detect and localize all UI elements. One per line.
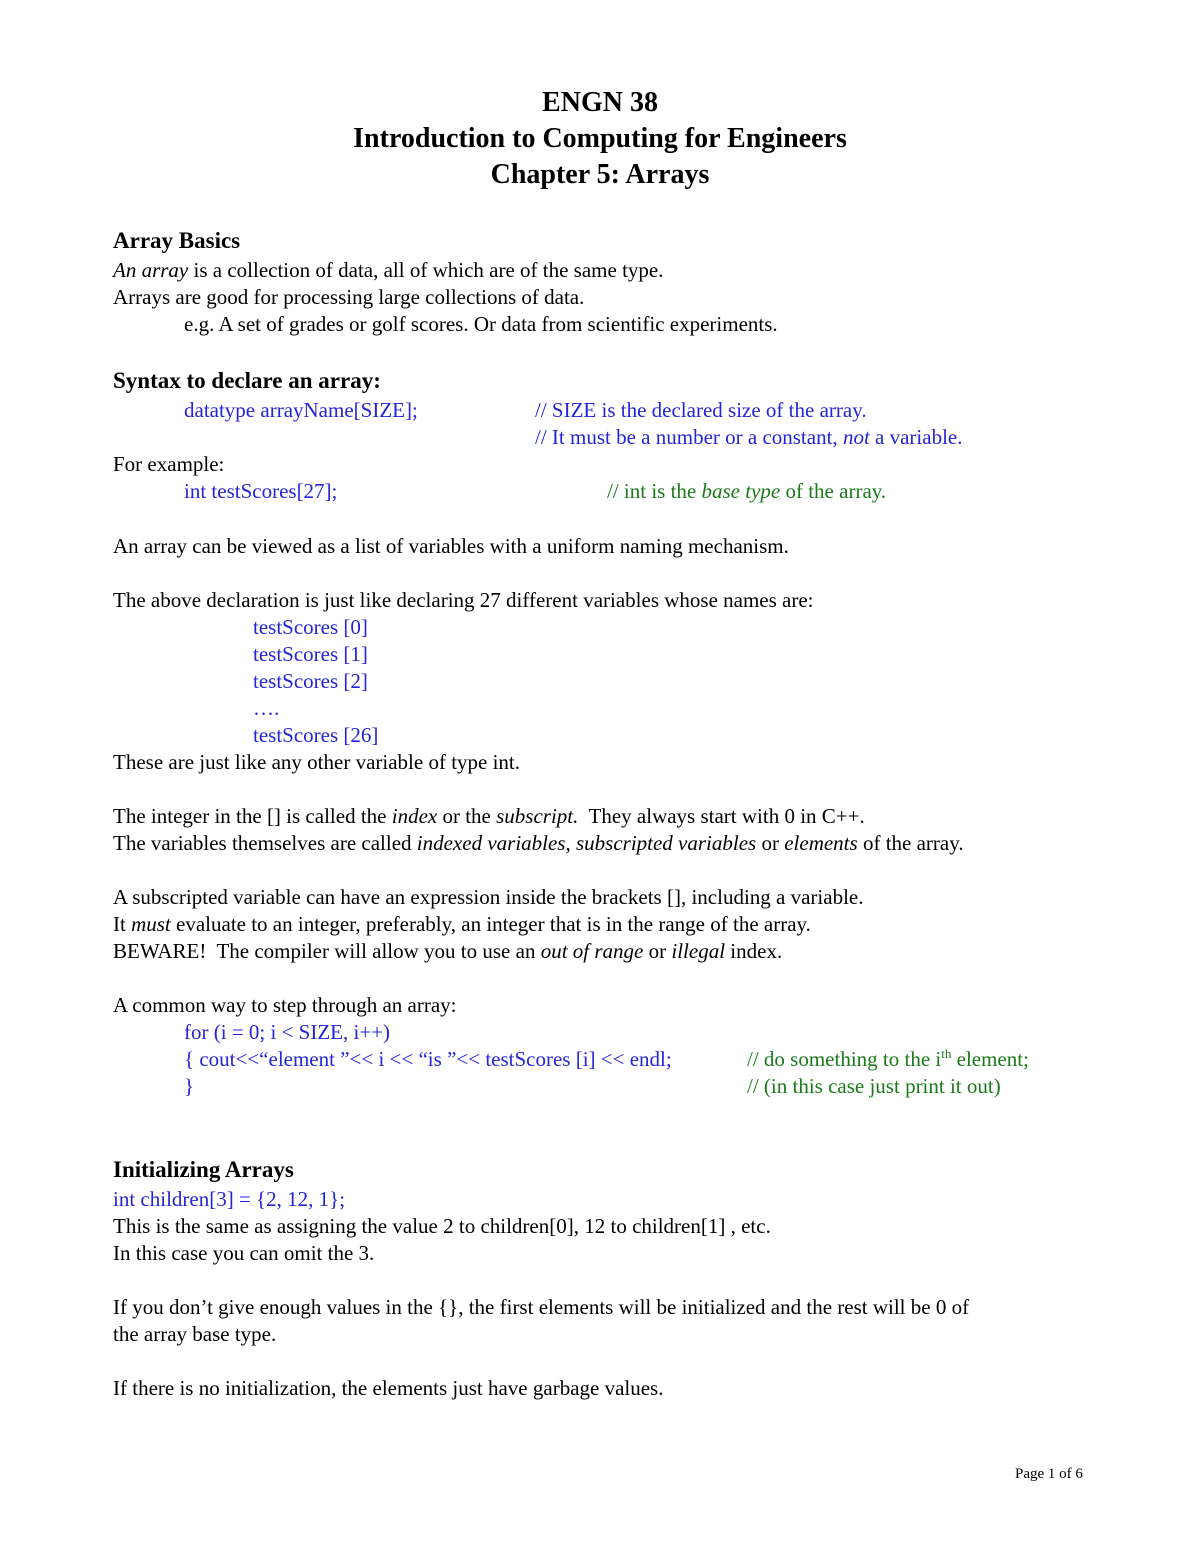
text: a variable. [869,425,963,449]
emphasis: not [842,425,870,449]
paragraph-line: The above declaration is just like declaring 27 different variables whose names are: [113,588,814,612]
emphasis: index [391,804,438,828]
variable-item: testScores [1] [253,642,368,666]
emphasis: subscripted variables [575,831,757,855]
code-loop-header: for (i = 0; i < SIZE, i++) [184,1020,391,1044]
text: The integer in the [] is called the [113,804,392,828]
text: or the [437,804,497,828]
emphasis: must [131,912,171,936]
course-title: Introduction to Computing for Engineers [353,123,847,154]
paragraph-line [113,803,865,829]
paragraph-line: A common way to step through an array: [113,993,457,1017]
text: of the array. [857,831,964,855]
code-comment: // SIZE is the declared size of the array. [535,398,867,422]
variable-item: testScores [26] [253,723,379,747]
variable-item: testScores [0] [253,615,368,639]
code-comment [535,424,962,450]
text: It [113,912,132,936]
paragraph-line: A subscripted variable can have an expression inside the brackets [], including a variable. [113,885,864,909]
text: or [643,939,672,963]
paragraph-line [113,257,664,283]
emphasis: illegal [671,939,726,963]
section-heading-syntax: Syntax to declare an array: [113,368,381,393]
paragraph-line: the array base type. [113,1322,277,1346]
code-loop-close: } [184,1074,195,1098]
superscript: th [941,1046,952,1061]
text: element; [951,1047,1029,1071]
text: // It must be a number or a constant, [535,425,843,449]
text: , [565,831,576,855]
emphasis: elements [784,831,858,855]
text: // do something to the i [747,1047,942,1071]
variable-item: testScores [2] [253,669,368,693]
emphasis: subscript. [496,804,579,828]
variable-ellipsis: …. [253,696,280,720]
text: of the array. [780,479,887,503]
emphasis: base type [701,479,781,503]
paragraph-line [113,911,811,937]
paragraph-line: For example: [113,452,225,476]
paragraph-line: In this case you can omit the 3. [113,1241,375,1265]
text: evaluate to an integer, preferably, an integer that is in the range of the array. [170,912,811,936]
code-initializer: int children[3] = {2, 12, 1}; [113,1187,346,1211]
paragraph-line: These are just like any other variable of type int. [113,750,521,774]
page-number: Page 1 of 6 [1015,1466,1083,1482]
code-declaration: datatype arrayName[SIZE]; [184,398,418,422]
code-loop-body: { cout<<“element ”<< i << “is ”<< testScores [i] << endl; [184,1047,672,1071]
paragraph-line [113,830,964,856]
paragraph-line: e.g. A set of grades or golf scores. Or data from scientific experiments. [184,312,778,336]
course-code: ENGN 38 [542,87,658,118]
text: or [756,831,785,855]
text: BEWARE! The compiler will allow you to use an [113,939,541,963]
text: is a collection of data, all of which are of the same type. [188,258,664,282]
emphasis: out of range [540,939,644,963]
code-comment: // (in this case just print it out) [747,1074,1001,1098]
code-comment [747,1046,1029,1072]
text: // int is the [607,479,702,503]
paragraph-line: If there is no initialization, the elements just have garbage values. [113,1376,664,1400]
chapter-title: Chapter 5: Arrays [490,159,710,190]
text: The variables themselves are called [113,831,417,855]
code-example: int testScores[27]; [184,479,338,503]
emphasis: indexed variables [416,831,566,855]
paragraph-line: This is the same as assigning the value 2 to children[0], 12 to children[1] , etc. [113,1214,771,1238]
paragraph-line: An array can be viewed as a list of variables with a uniform naming mechanism. [113,534,789,558]
text: They always start with 0 in C++. [578,804,865,828]
section-heading-initializing: Initializing Arrays [113,1157,294,1182]
paragraph-line [113,938,782,964]
term: An array [113,258,189,282]
paragraph-line: Arrays are good for processing large collections of data. [113,285,585,309]
section-heading-array-basics: Array Basics [113,228,241,253]
text: index. [725,939,783,963]
code-comment [607,478,886,504]
paragraph-line: If you don’t give enough values in the {}, the first elements will be initialized and the rest will be 0 of [113,1295,970,1319]
